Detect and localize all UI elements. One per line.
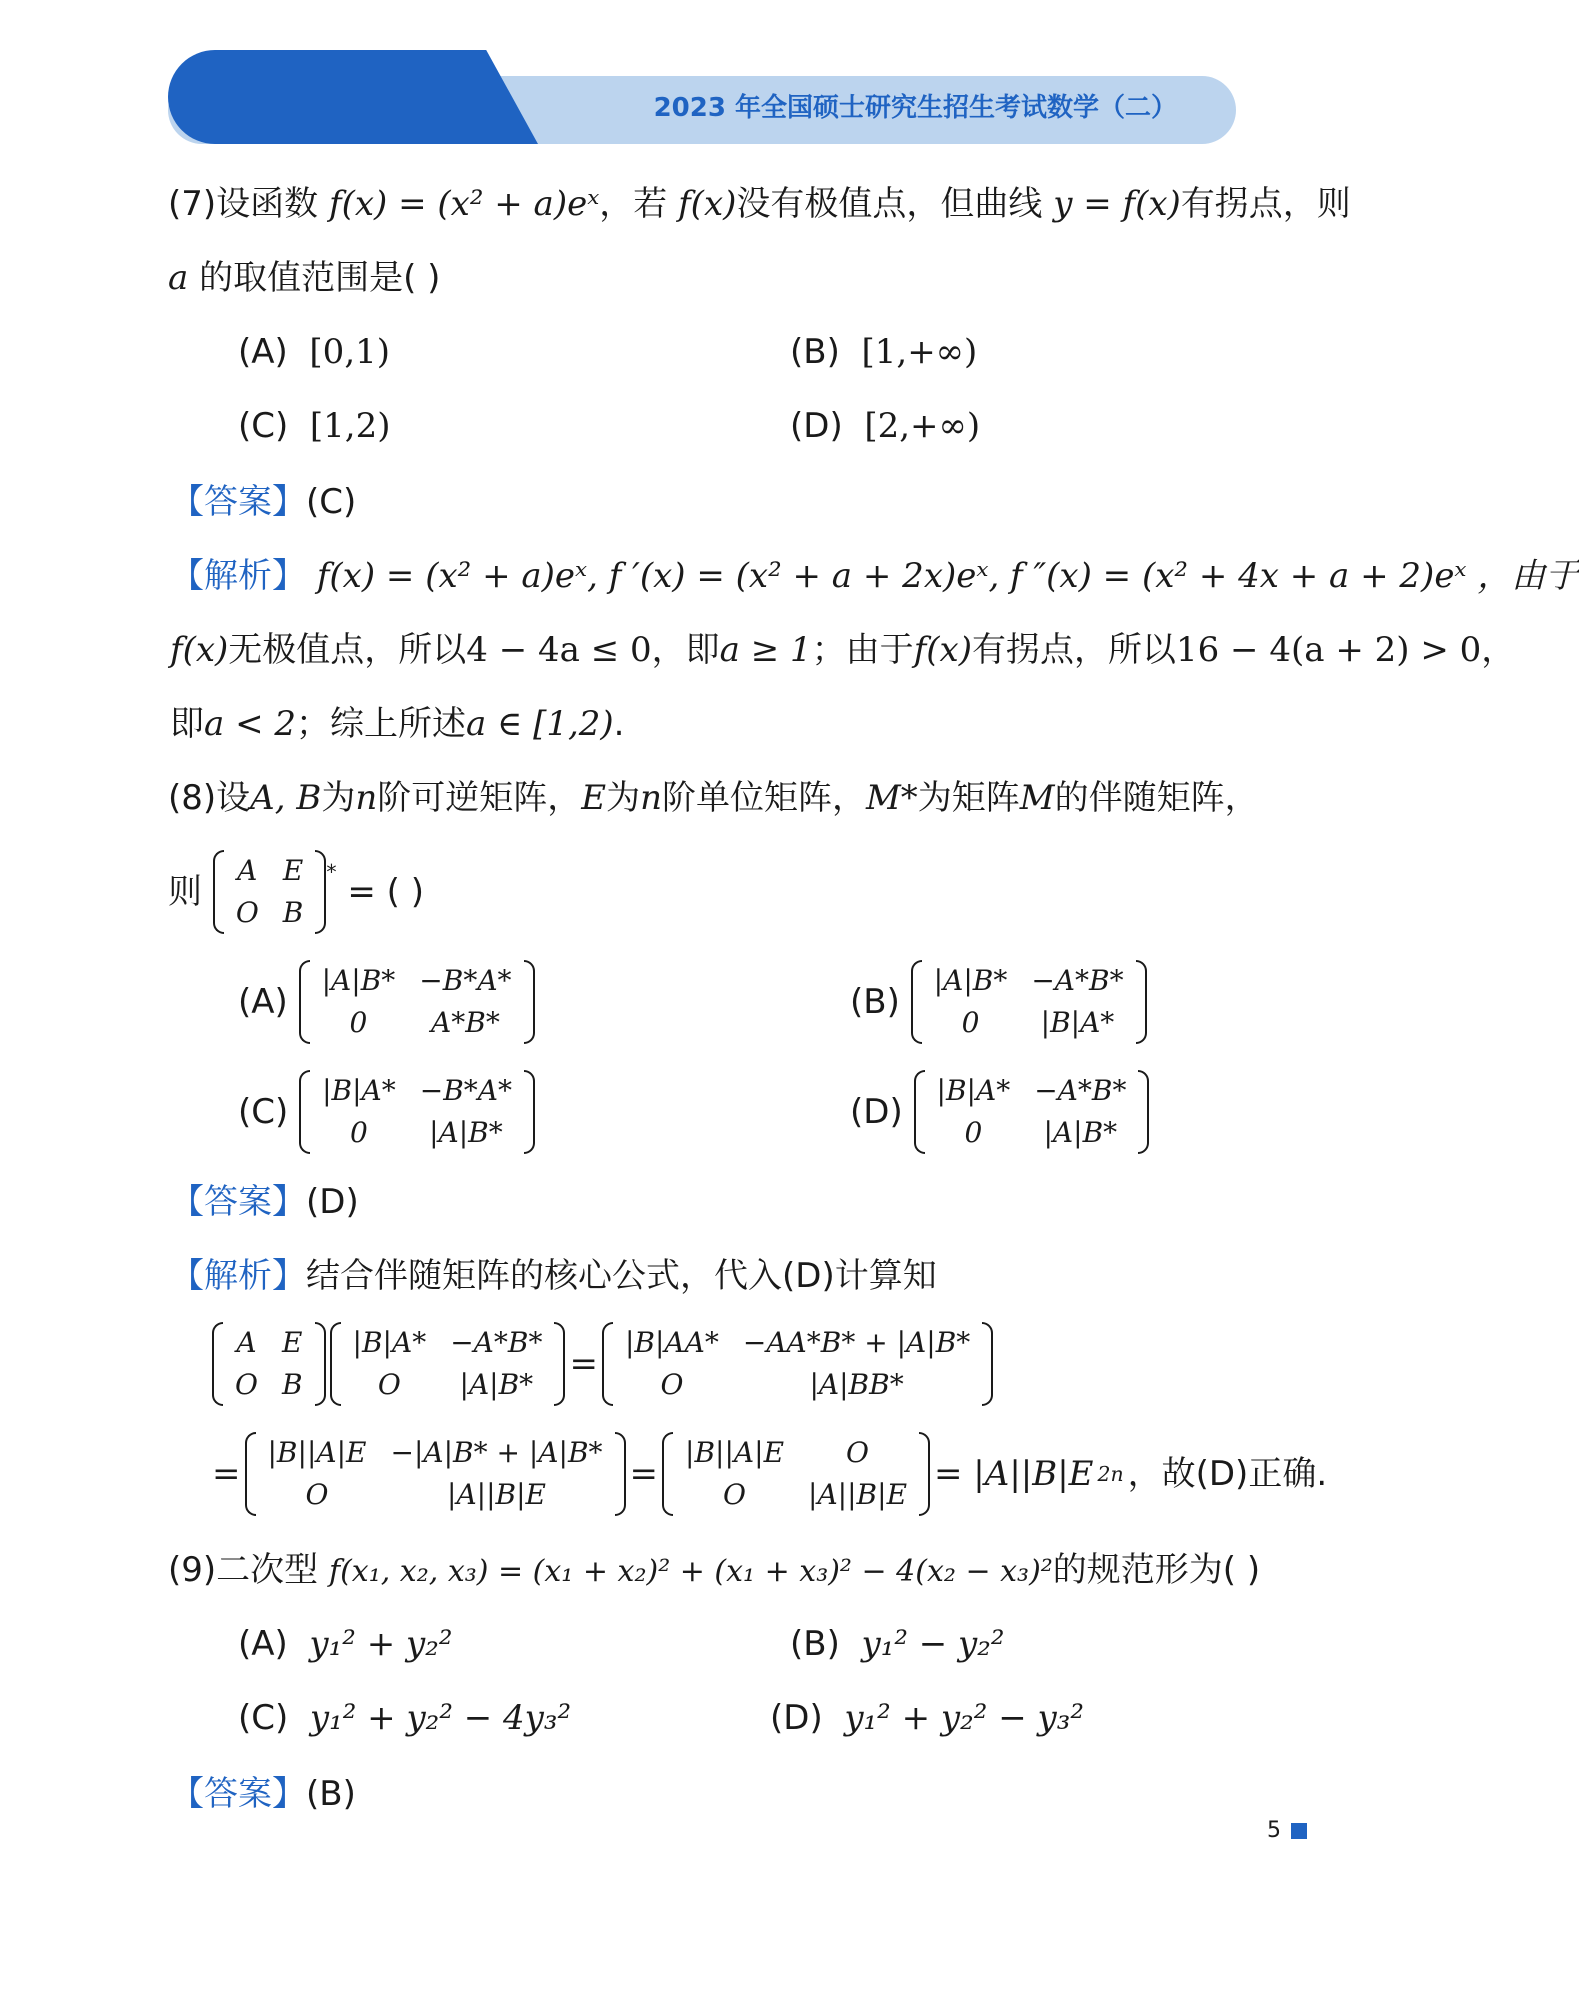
q7-stem-line1: (7)设函数 f(x) = (x² + a)eˣ，若 f(x)没有极值点，但曲线 y = f(x)有拐点，则 bbox=[168, 184, 1351, 224]
calc-matrix-5 bbox=[662, 1432, 930, 1516]
header-title: 2023 年全国硕士研究生招生考试数学（二） bbox=[653, 93, 1177, 123]
page-marker bbox=[1291, 1823, 1307, 1839]
answer-tag: 【答案】 bbox=[170, 1182, 306, 1222]
q7-option-b: (B) [1,+∞) bbox=[790, 332, 978, 372]
matrix-cell: B bbox=[281, 1368, 303, 1401]
q8-analysis-line: 【解析】结合伴随矩阵的核心公式，代入(D)计算知 bbox=[170, 1256, 937, 1296]
q8-number: (8) bbox=[168, 778, 217, 818]
matrix-cell: O bbox=[377, 1368, 401, 1401]
q7-option-c: (C) [1,2) bbox=[238, 406, 391, 446]
matrix-cell: O bbox=[846, 1436, 869, 1469]
matrix-cell: 0 bbox=[349, 1006, 368, 1039]
matrix-cell: |B||A|E bbox=[267, 1436, 367, 1469]
q8-stem-line1: (8)设A, B为n阶可逆矩阵，E为n阶单位矩阵，M*为矩阵M的伴随矩阵， bbox=[168, 778, 1259, 818]
q8-option-a-matrix bbox=[299, 960, 535, 1044]
q7-option-d: (D) [2,+∞) bbox=[790, 406, 981, 446]
matrix-cell: O bbox=[305, 1478, 329, 1511]
matrix-cell: E bbox=[282, 1326, 303, 1359]
q9-answer: 【答案】(B) bbox=[170, 1774, 356, 1814]
q9-stem: (9)二次型 f(x₁, x₂, x₃) = (x₁ + x₂)² + (x₁ + x₃)² − 4(x₂ − x₃)²的规范形为( ) bbox=[168, 1550, 1261, 1590]
q8-block-matrix bbox=[213, 850, 327, 934]
matrix-cell: |A|B* bbox=[429, 1116, 503, 1149]
matrix-cell: O bbox=[723, 1478, 747, 1511]
calc-matrix-4 bbox=[245, 1432, 626, 1516]
matrix-cell: |A|BB* bbox=[809, 1368, 904, 1401]
q7-analysis-line3: 即a < 2；综上所述a ∈ [1,2). bbox=[170, 704, 625, 744]
matrix-cell: O bbox=[235, 896, 259, 929]
matrix-cell: −A*B* bbox=[1031, 964, 1124, 997]
q8-stem-line2: 则 A E O B * = ( ) bbox=[168, 850, 424, 934]
q8-calc-line1: A E O B |B|A* −A*B* O |A|B* = |B|AA* −AA*B* + |A|B* O |A|BB* bbox=[212, 1322, 993, 1406]
answer-tag: 【答案】 bbox=[170, 482, 306, 522]
q9-option-a: (A) y₁² + y₂² bbox=[238, 1624, 453, 1664]
q9-option-d: (D) y₁² + y₂² − y₃² bbox=[770, 1698, 1084, 1738]
header-accent bbox=[168, 50, 538, 144]
calc-matrix-1 bbox=[212, 1322, 326, 1406]
matrix-cell: A bbox=[236, 1326, 257, 1359]
q7-analysis-line2: f(x)无极值点，所以4 − 4a ≤ 0，即a ≥ 1；由于f(x)有拐点，所以16 − 4(a + 2) > 0， bbox=[170, 630, 1516, 670]
matrix-cell: |A|B* bbox=[933, 964, 1008, 997]
analysis-tag: 【解析】 bbox=[170, 556, 306, 596]
q8-option-d: (D) |B|A* −A*B* 0 |A|B* bbox=[850, 1070, 1149, 1154]
matrix-cell: |B||A|E bbox=[685, 1436, 785, 1469]
matrix-cell: −B*A* bbox=[419, 964, 512, 997]
q8-answer: 【答案】(D) bbox=[170, 1182, 359, 1222]
q8-option-c: (C) |B|A* −B*A* 0 |A|B* bbox=[238, 1070, 535, 1154]
page-number: 5 bbox=[1267, 1818, 1281, 1843]
q7-answer: 【答案】(C) bbox=[170, 482, 357, 522]
answer-tag: 【答案】 bbox=[170, 1774, 306, 1814]
matrix-cell: 0 bbox=[350, 1116, 368, 1149]
q8-option-b: (B) |A|B* −A*B* 0 |B|A* bbox=[850, 960, 1147, 1044]
q7-function: f(x) = (x² + a)eˣ bbox=[328, 184, 600, 224]
matrix-cell: −B*A* bbox=[419, 1074, 513, 1107]
q9-option-b: (B) y₁² − y₂² bbox=[790, 1624, 1005, 1664]
calc-matrix-2 bbox=[330, 1322, 566, 1406]
matrix-cell: O bbox=[235, 1368, 258, 1401]
matrix-cell: |B|A* bbox=[352, 1326, 427, 1359]
matrix-cell: |A|B* bbox=[1043, 1116, 1118, 1149]
q9-number: (9) bbox=[168, 1550, 217, 1590]
q7-stem-line2: a 的取值范围是( ) bbox=[168, 258, 441, 298]
q9-formula: f(x₁, x₂, x₃) = (x₁ + x₂)² + (x₁ + x₃)² − 4(x₂ − x₃)² bbox=[328, 1554, 1053, 1589]
matrix-cell: |B|A* bbox=[322, 1074, 396, 1107]
matrix-cell: A*B* bbox=[431, 1006, 500, 1039]
q8-option-b-matrix bbox=[911, 960, 1147, 1044]
matrix-cell: −AA*B* + |A|B* bbox=[742, 1326, 971, 1359]
matrix-cell: |B|AA* bbox=[624, 1326, 719, 1359]
matrix-cell: −A*B* bbox=[1034, 1074, 1127, 1107]
matrix-cell: A bbox=[237, 854, 258, 887]
matrix-cell: E bbox=[282, 854, 304, 887]
matrix-cell: |A||B|E bbox=[808, 1478, 908, 1511]
matrix-cell: 0 bbox=[961, 1006, 980, 1039]
matrix-cell: −|A|B* + |A|B* bbox=[390, 1436, 603, 1469]
q9-option-c: (C) y₁² + y₂² − 4y₃² bbox=[238, 1698, 572, 1738]
q7-analysis-line1: 【解析】 f(x) = (x² + a)eˣ, f ′(x) = (x² + a + 2x)eˣ, f ″(x) = (x² + 4x + a + 2)eˣ ，由于 bbox=[170, 556, 1579, 596]
analysis-tag: 【解析】 bbox=[170, 1256, 306, 1296]
calc-matrix-3 bbox=[602, 1322, 993, 1406]
q8-calc-line2: = |B||A|E −|A|B* + |A|B* O |A||B|E = |B||A|E O O |A||B|E = |A||B|E 2n ，故(D)正确. bbox=[212, 1432, 1327, 1516]
q7-number: (7) bbox=[168, 184, 217, 224]
q8-option-d-matrix bbox=[914, 1070, 1150, 1154]
matrix-cell: |A|B* bbox=[321, 964, 396, 997]
matrix-cell: |A||B|E bbox=[447, 1478, 546, 1511]
matrix-cell: |B|A* bbox=[1040, 1006, 1115, 1039]
matrix-cell: O bbox=[660, 1368, 684, 1401]
q8-option-a: (A) |A|B* −B*A* 0 A*B* bbox=[238, 960, 535, 1044]
q7-option-a: (A) [0,1) bbox=[238, 332, 391, 372]
matrix-cell: |A|B* bbox=[459, 1368, 534, 1401]
matrix-cell: −A*B* bbox=[450, 1326, 543, 1359]
matrix-cell: B bbox=[282, 896, 304, 929]
q8-option-c-matrix bbox=[299, 1070, 535, 1154]
matrix-cell: 0 bbox=[964, 1116, 983, 1149]
matrix-cell: |B|A* bbox=[936, 1074, 1011, 1107]
